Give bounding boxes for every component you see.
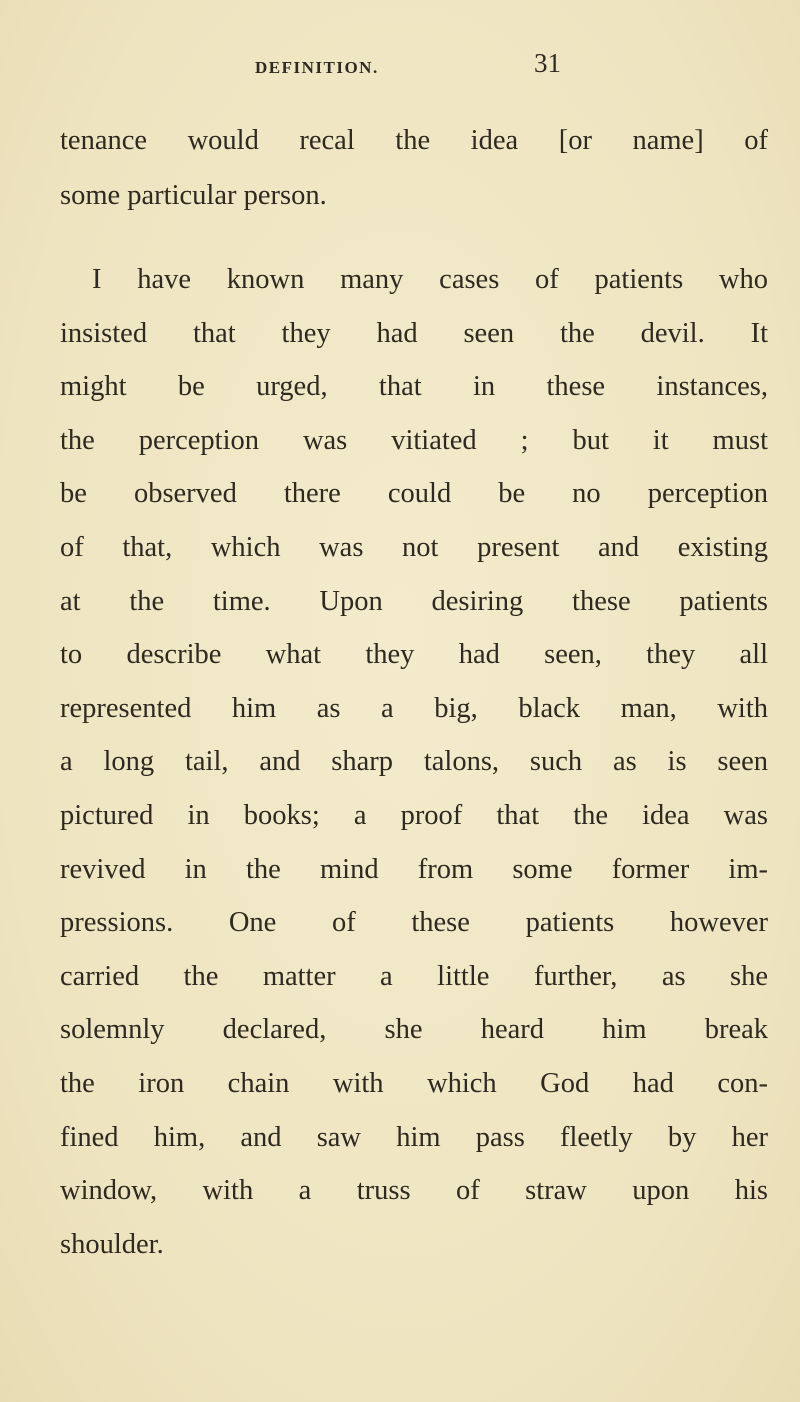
- text-line: represented him as a big, black man, with: [60, 692, 768, 724]
- text-line: the perception was vitiated ; but it must: [60, 424, 768, 456]
- text-line: of that, which was not present and existing: [60, 532, 768, 563]
- text-line: pressions. One of these patients however: [60, 907, 768, 939]
- text-line: revived in the mind from some former im-: [60, 853, 768, 885]
- text-line: solemnly declared, she heard him break: [60, 1014, 768, 1046]
- page-number: 31: [534, 48, 561, 78]
- text-line: insisted that they had seen the devil. It: [60, 317, 768, 349]
- text-line: tenance would recal the idea [or name] of: [60, 125, 768, 156]
- text-line: might be urged, that in these instances,: [60, 371, 768, 403]
- text-line: window, with a truss of straw upon his: [60, 1175, 768, 1207]
- text-line: a long tail, and sharp talons, such as is seen: [60, 746, 768, 778]
- text-line: fined him, and saw him pass fleetly by her: [60, 1121, 768, 1153]
- text-line: at the time. Upon desiring these patients: [60, 585, 768, 617]
- text-line: I have known many cases of patients who: [92, 264, 768, 295]
- text-line: to describe what they had seen, they all: [60, 639, 768, 671]
- text-line: some particular person.: [60, 180, 327, 211]
- text-line: be observed there could be no perception: [60, 478, 768, 510]
- text-line: the iron chain with which God had con-: [60, 1068, 768, 1099]
- text-line: shoulder.: [60, 1228, 164, 1260]
- running-title: DEFINITION.: [255, 58, 379, 77]
- text-line: pictured in books; a proof that the idea was: [60, 800, 768, 831]
- text-line: carried the matter a little further, as she: [60, 960, 768, 992]
